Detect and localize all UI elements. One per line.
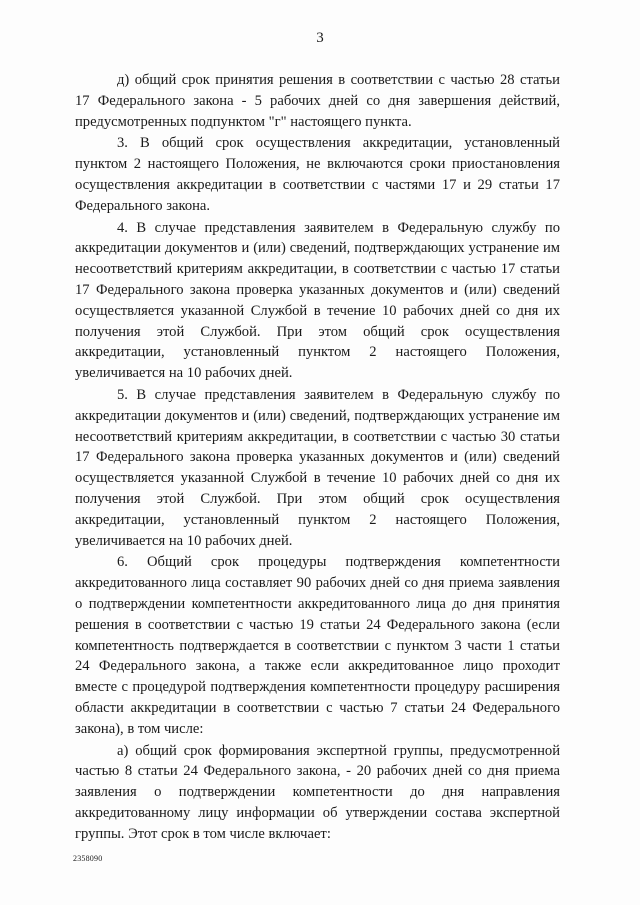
paragraph-subpoint-a: а) общий срок формирования экспертной группы, предусмотренной частью 8 статьи 24 Федерального закона, - 20 рабочих дней со дня приема заявления о подтверждении компетентности до дня направления аккредитованному лицу информации об утверждении состава экспертной группы. Этот срок в том числе включает:	[75, 742, 560, 842]
paragraph-5: 5. В случае представления заявителем в Федеральную службу по аккредитации документов и (или) сведений, подтверждающих устранение им несоответствий критериям аккредитации, в соответствии с частью 30 статьи 17 Федерального закона проверка указанных документов и (или) сведений осуществляется указанной Службой в течение 10 рабочих дней со дня их получения этой Службой. При этом общий срок осуществления аккредитации, установленный пунктом 2 настоящего Положения, увеличивается на 10 рабочих дней.	[75, 386, 560, 549]
paragraph-4: 4. В случае представления заявителем в Федеральную службу по аккредитации документов и (или) сведений, подтверждающих устранение им несоответствий критериям аккредитации, в соответствии с частью 17 статьи 17 Федерального закона проверка указанных документов и (или) сведений осуществляется указанной Службой в течение 10 рабочих дней со дня их получения этой Службой. При этом общий срок осуществления аккредитации, установленный пунктом 2 настоящего Положения, увеличивается на 10 рабочих дней.	[75, 219, 560, 382]
paragraph-3: 3. В общий срок осуществления аккредитации, установленный пунктом 2 настоящего Положения, не включаются сроки приостановления осуществления аккредитации в соответствии с частями 17 и 29 статьи 17 Федерального закона.	[75, 135, 560, 214]
paragraph-6: 6. Общий срок процедуры подтверждения компетентности аккредитованного лица составляет 90 рабочих дней со дня приема заявления о подтверждении компетентности аккредитованного лица до дня принятия решения в соответствии с частью 19 статьи 24 Федерального закона (если компетентность подтверждается в соответствии с пунктом 3 части 1 статьи 24 Федерального закона, а также если аккредитованное лицо проходит вместе с процедурой подтверждения компетентности процедуру расширения области аккредитации в соответствии с частью 7 статьи 24 Федерального закона), в том числе:	[75, 554, 560, 737]
document-id: 2358090	[73, 854, 103, 863]
document-body	[75, 70, 560, 844]
paragraph-subpoint-d: д) общий срок принятия решения в соответствии с частью 28 статьи 17 Федерального закона - 5 рабочих дней со дня завершения действий, предусмотренных подпунктом "г" настоящего пункта.	[75, 72, 560, 130]
page-number: 3	[316, 30, 324, 46]
